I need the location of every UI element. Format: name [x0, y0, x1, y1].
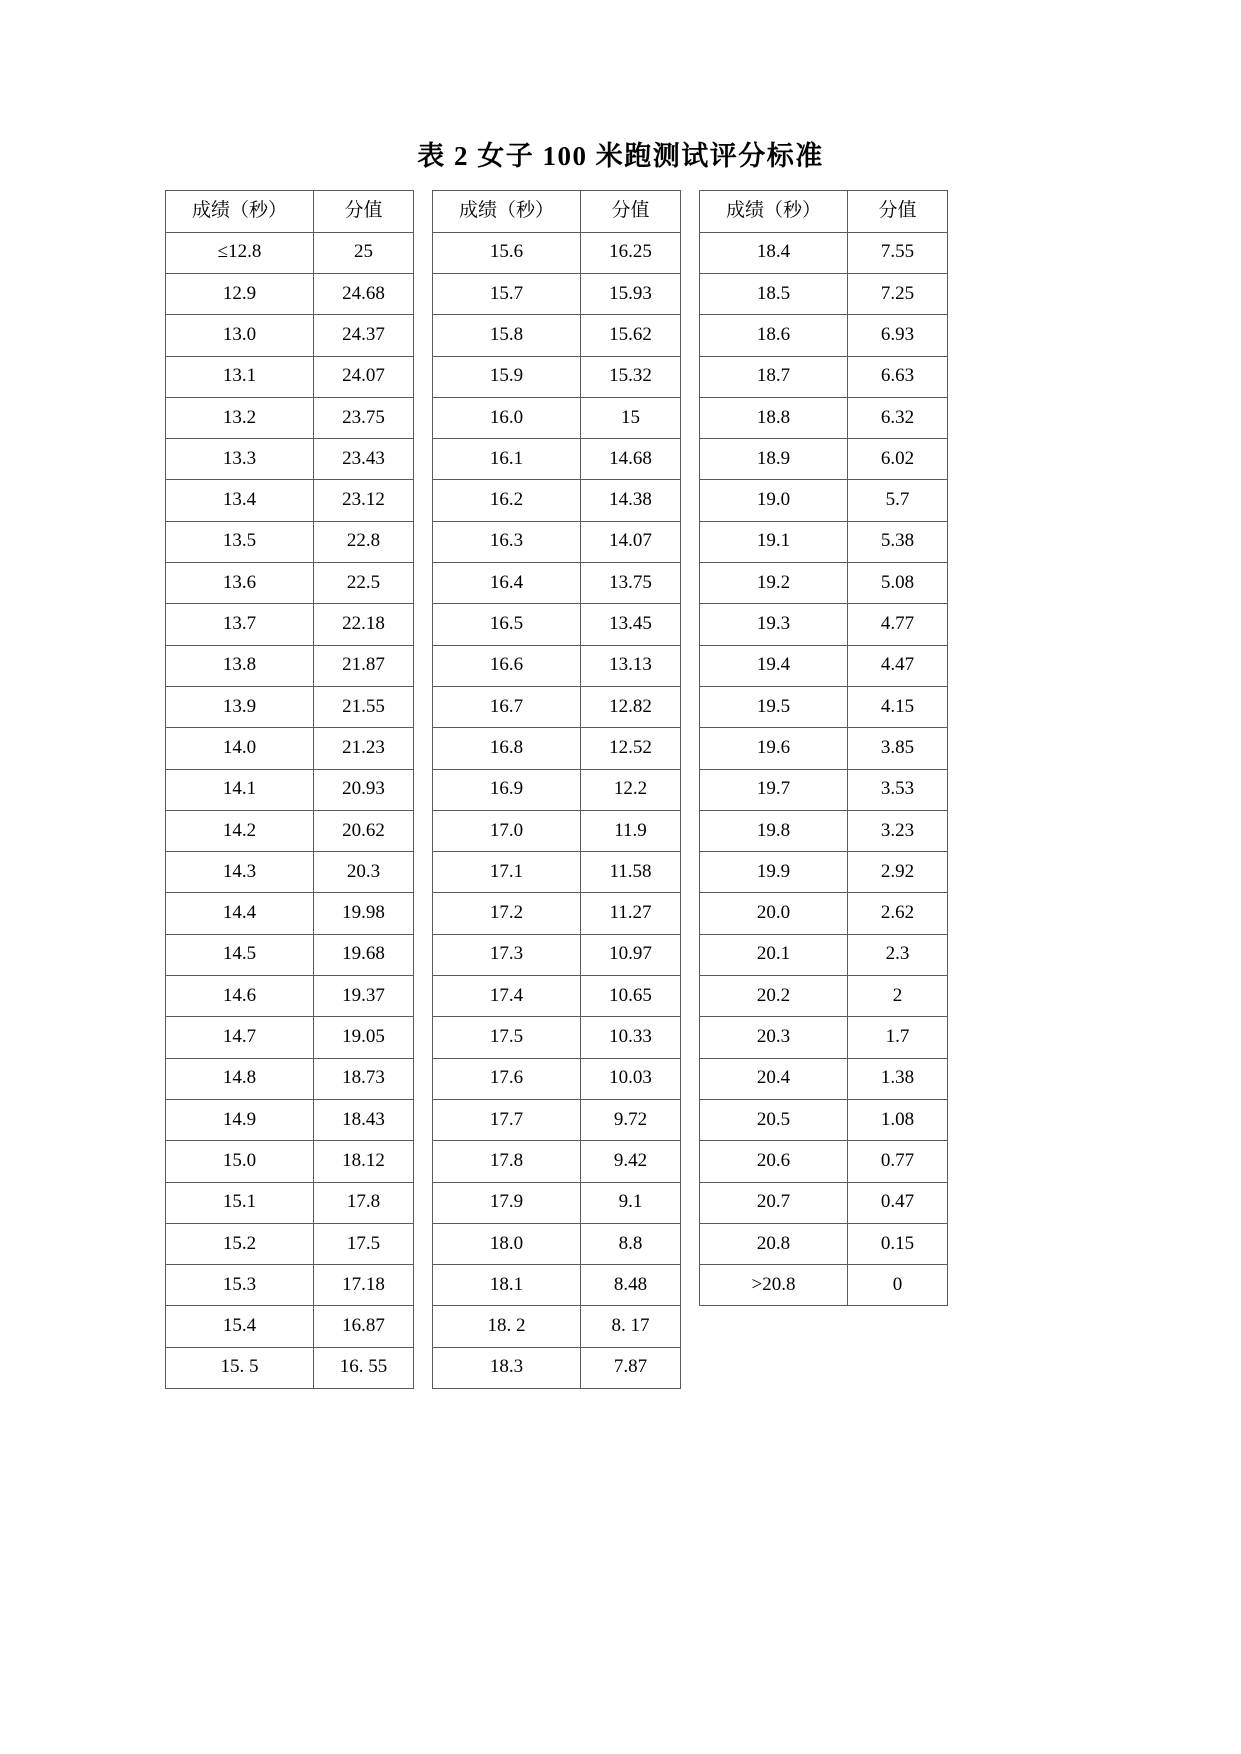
cell-result: 20.5 — [700, 1099, 848, 1140]
table-row — [700, 1223, 948, 1264]
cell-result: 20.1 — [700, 934, 848, 975]
cell-result: 15.2 — [166, 1223, 314, 1264]
score-table-3 — [699, 190, 948, 1306]
table-row — [700, 273, 948, 314]
column-header-result: 成绩（秒） — [166, 191, 314, 232]
cell-result: 14.4 — [166, 893, 314, 934]
table-row — [433, 810, 681, 851]
cell-result: 15.3 — [166, 1265, 314, 1306]
cell-result: 16.6 — [433, 645, 581, 686]
table-row — [700, 356, 948, 397]
cell-score: 9.42 — [581, 1141, 681, 1182]
cell-score: 1.08 — [848, 1099, 948, 1140]
table-row — [433, 728, 681, 769]
table-row — [700, 315, 948, 356]
table-row — [166, 893, 414, 934]
cell-score: 6.63 — [848, 356, 948, 397]
table-row — [166, 1306, 414, 1347]
cell-result: 15.6 — [433, 232, 581, 273]
cell-score: 4.15 — [848, 686, 948, 727]
cell-result: 15.0 — [166, 1141, 314, 1182]
cell-score: 12.2 — [581, 769, 681, 810]
table-row — [700, 1182, 948, 1223]
table-row — [166, 1017, 414, 1058]
score-table-wrapper-2 — [432, 190, 681, 1389]
table-header-row — [166, 191, 414, 232]
table-row — [433, 1058, 681, 1099]
table-row — [700, 893, 948, 934]
table-row — [166, 976, 414, 1017]
cell-score: 15.32 — [581, 356, 681, 397]
table-row — [433, 439, 681, 480]
table-row — [166, 686, 414, 727]
table-row — [700, 645, 948, 686]
cell-result: 17.7 — [433, 1099, 581, 1140]
cell-score: 5.7 — [848, 480, 948, 521]
table-row — [166, 1265, 414, 1306]
cell-score: 12.82 — [581, 686, 681, 727]
cell-score: 8. 17 — [581, 1306, 681, 1347]
cell-result: 16.9 — [433, 769, 581, 810]
table-row — [433, 273, 681, 314]
cell-score: 1.7 — [848, 1017, 948, 1058]
cell-score: 10.03 — [581, 1058, 681, 1099]
cell-result: 16.1 — [433, 439, 581, 480]
cell-result: 18.9 — [700, 439, 848, 480]
cell-result: 19.1 — [700, 521, 848, 562]
table-row — [433, 976, 681, 1017]
cell-score: 21.23 — [314, 728, 414, 769]
cell-result: 13.8 — [166, 645, 314, 686]
cell-score: 10.97 — [581, 934, 681, 975]
cell-result: 19.7 — [700, 769, 848, 810]
table-row — [166, 728, 414, 769]
cell-score: 6.32 — [848, 397, 948, 438]
cell-score: 2.92 — [848, 852, 948, 893]
cell-result: 18.8 — [700, 397, 848, 438]
cell-score: 17.8 — [314, 1182, 414, 1223]
table-row — [433, 563, 681, 604]
table-row — [166, 810, 414, 851]
cell-score: 20.3 — [314, 852, 414, 893]
cell-score: 18.73 — [314, 1058, 414, 1099]
table-row — [700, 1058, 948, 1099]
cell-result: 18.1 — [433, 1265, 581, 1306]
cell-result: 16.7 — [433, 686, 581, 727]
column-header-score: 分值 — [314, 191, 414, 232]
cell-score: 22.18 — [314, 604, 414, 645]
table-row — [166, 852, 414, 893]
cell-score: 2 — [848, 976, 948, 1017]
cell-score: 7.25 — [848, 273, 948, 314]
table-row — [433, 934, 681, 975]
table-row — [166, 769, 414, 810]
table-header-row — [433, 191, 681, 232]
table-row — [433, 893, 681, 934]
cell-result: 17.3 — [433, 934, 581, 975]
cell-result: 15. 5 — [166, 1347, 314, 1388]
table-row — [433, 232, 681, 273]
cell-score: 10.65 — [581, 976, 681, 1017]
table-row — [166, 232, 414, 273]
table-row — [166, 1347, 414, 1388]
cell-score: 15.93 — [581, 273, 681, 314]
table-row — [433, 1017, 681, 1058]
cell-score: 7.87 — [581, 1347, 681, 1388]
cell-result: 17.1 — [433, 852, 581, 893]
table-row — [700, 810, 948, 851]
cell-score: 0 — [848, 1265, 948, 1306]
cell-result: 13.3 — [166, 439, 314, 480]
cell-score: 14.68 — [581, 439, 681, 480]
cell-result: >20.8 — [700, 1265, 848, 1306]
cell-result: 15.4 — [166, 1306, 314, 1347]
cell-result: 13.5 — [166, 521, 314, 562]
cell-score: 15.62 — [581, 315, 681, 356]
cell-result: 16.8 — [433, 728, 581, 769]
cell-result: 13.9 — [166, 686, 314, 727]
cell-result: 18.7 — [700, 356, 848, 397]
table-row — [433, 1347, 681, 1388]
table-row — [166, 273, 414, 314]
cell-result: 20.3 — [700, 1017, 848, 1058]
score-tables-container — [0, 190, 1241, 1389]
cell-result: 19.0 — [700, 480, 848, 521]
table-row — [433, 1099, 681, 1140]
table-body-1 — [166, 232, 414, 1388]
table-row — [433, 604, 681, 645]
cell-score: 3.53 — [848, 769, 948, 810]
cell-score: 24.37 — [314, 315, 414, 356]
table-row — [700, 439, 948, 480]
table-row — [700, 686, 948, 727]
cell-score: 5.08 — [848, 563, 948, 604]
table-row — [166, 1223, 414, 1264]
column-header-score: 分值 — [581, 191, 681, 232]
cell-score: 22.5 — [314, 563, 414, 604]
cell-result: 20.8 — [700, 1223, 848, 1264]
table-row — [700, 728, 948, 769]
cell-score: 23.12 — [314, 480, 414, 521]
cell-result: 18.0 — [433, 1223, 581, 1264]
cell-score: 21.55 — [314, 686, 414, 727]
table-row — [166, 1058, 414, 1099]
cell-score: 16. 55 — [314, 1347, 414, 1388]
table-row — [433, 1182, 681, 1223]
cell-score: 23.75 — [314, 397, 414, 438]
score-table-1 — [165, 190, 414, 1389]
cell-score: 14.38 — [581, 480, 681, 521]
cell-score: 10.33 — [581, 1017, 681, 1058]
table-row — [700, 1017, 948, 1058]
cell-score: 4.47 — [848, 645, 948, 686]
table-row — [700, 232, 948, 273]
cell-score: 19.05 — [314, 1017, 414, 1058]
cell-result: 14.6 — [166, 976, 314, 1017]
cell-score: 20.62 — [314, 810, 414, 851]
table-row — [433, 521, 681, 562]
table-row — [700, 1099, 948, 1140]
cell-result: 14.8 — [166, 1058, 314, 1099]
table-row — [166, 1099, 414, 1140]
table-body-3 — [700, 232, 948, 1306]
cell-result: 14.2 — [166, 810, 314, 851]
table-row — [166, 397, 414, 438]
table-row — [166, 1182, 414, 1223]
table-row — [433, 1223, 681, 1264]
table-row — [166, 480, 414, 521]
cell-score: 24.07 — [314, 356, 414, 397]
cell-result: 19.9 — [700, 852, 848, 893]
cell-score: 12.52 — [581, 728, 681, 769]
table-row — [700, 976, 948, 1017]
cell-result: 13.0 — [166, 315, 314, 356]
cell-score: 17.18 — [314, 1265, 414, 1306]
cell-result: 15.8 — [433, 315, 581, 356]
table-row — [433, 686, 681, 727]
cell-result: 16.4 — [433, 563, 581, 604]
cell-score: 18.12 — [314, 1141, 414, 1182]
table-row — [433, 315, 681, 356]
cell-score: 3.23 — [848, 810, 948, 851]
cell-score: 0.77 — [848, 1141, 948, 1182]
cell-result: 17.6 — [433, 1058, 581, 1099]
table-row — [700, 397, 948, 438]
table-header-row — [700, 191, 948, 232]
table-row — [700, 852, 948, 893]
cell-result: 13.2 — [166, 397, 314, 438]
cell-score: 5.38 — [848, 521, 948, 562]
cell-result: 13.7 — [166, 604, 314, 645]
cell-score: 15 — [581, 397, 681, 438]
cell-result: 14.3 — [166, 852, 314, 893]
table-row — [433, 1265, 681, 1306]
cell-result: 19.3 — [700, 604, 848, 645]
table-row — [166, 934, 414, 975]
cell-result: 19.5 — [700, 686, 848, 727]
cell-score: 18.43 — [314, 1099, 414, 1140]
cell-score: 17.5 — [314, 1223, 414, 1264]
cell-result: 15.7 — [433, 273, 581, 314]
cell-score: 21.87 — [314, 645, 414, 686]
cell-result: 20.2 — [700, 976, 848, 1017]
table-row — [700, 769, 948, 810]
cell-result: 19.6 — [700, 728, 848, 769]
table-row — [700, 521, 948, 562]
cell-score: 9.1 — [581, 1182, 681, 1223]
table-row — [433, 1306, 681, 1347]
cell-result: 18.3 — [433, 1347, 581, 1388]
cell-score: 0.47 — [848, 1182, 948, 1223]
cell-result: 14.0 — [166, 728, 314, 769]
cell-result: 17.5 — [433, 1017, 581, 1058]
cell-result: 18.4 — [700, 232, 848, 273]
cell-result: 16.2 — [433, 480, 581, 521]
column-header-result: 成绩（秒） — [700, 191, 848, 232]
cell-result: 17.0 — [433, 810, 581, 851]
cell-result: 18.5 — [700, 273, 848, 314]
cell-result: 19.4 — [700, 645, 848, 686]
table-row — [433, 1141, 681, 1182]
cell-score: 3.85 — [848, 728, 948, 769]
cell-result: 20.0 — [700, 893, 848, 934]
cell-result: 17.9 — [433, 1182, 581, 1223]
cell-result: 12.9 — [166, 273, 314, 314]
cell-result: 20.4 — [700, 1058, 848, 1099]
cell-result: 19.2 — [700, 563, 848, 604]
table-row — [700, 1141, 948, 1182]
table-row — [166, 356, 414, 397]
cell-score: 9.72 — [581, 1099, 681, 1140]
table-row — [166, 1141, 414, 1182]
cell-score: 24.68 — [314, 273, 414, 314]
table-body-2 — [433, 232, 681, 1388]
table-row — [433, 645, 681, 686]
cell-score: 7.55 — [848, 232, 948, 273]
cell-result: 18.6 — [700, 315, 848, 356]
cell-result: 15.9 — [433, 356, 581, 397]
cell-score: 19.37 — [314, 976, 414, 1017]
score-table-wrapper-3 — [699, 190, 948, 1306]
cell-score: 11.58 — [581, 852, 681, 893]
cell-result: 13.4 — [166, 480, 314, 521]
cell-result: ≤12.8 — [166, 232, 314, 273]
cell-score: 25 — [314, 232, 414, 273]
cell-score: 11.27 — [581, 893, 681, 934]
table-row — [700, 604, 948, 645]
cell-score: 1.38 — [848, 1058, 948, 1099]
table-row — [700, 563, 948, 604]
table-row — [433, 480, 681, 521]
table-row — [433, 356, 681, 397]
cell-result: 17.8 — [433, 1141, 581, 1182]
cell-score: 8.8 — [581, 1223, 681, 1264]
table-row — [433, 397, 681, 438]
cell-result: 17.2 — [433, 893, 581, 934]
score-table-2 — [432, 190, 681, 1389]
cell-score: 16.87 — [314, 1306, 414, 1347]
cell-result: 16.3 — [433, 521, 581, 562]
cell-score: 11.9 — [581, 810, 681, 851]
table-row — [700, 1265, 948, 1306]
score-table-wrapper-1 — [165, 190, 414, 1389]
column-header-score: 分值 — [848, 191, 948, 232]
cell-score: 8.48 — [581, 1265, 681, 1306]
cell-score: 23.43 — [314, 439, 414, 480]
table-row — [166, 521, 414, 562]
cell-score: 22.8 — [314, 521, 414, 562]
cell-score: 20.93 — [314, 769, 414, 810]
cell-score: 16.25 — [581, 232, 681, 273]
cell-score: 2.62 — [848, 893, 948, 934]
cell-score: 13.13 — [581, 645, 681, 686]
cell-result: 15.1 — [166, 1182, 314, 1223]
table-row — [700, 480, 948, 521]
cell-score: 19.68 — [314, 934, 414, 975]
cell-score: 13.45 — [581, 604, 681, 645]
cell-result: 20.7 — [700, 1182, 848, 1223]
cell-score: 0.15 — [848, 1223, 948, 1264]
cell-result: 20.6 — [700, 1141, 848, 1182]
cell-result: 13.6 — [166, 563, 314, 604]
cell-score: 19.98 — [314, 893, 414, 934]
cell-score: 6.93 — [848, 315, 948, 356]
cell-result: 14.1 — [166, 769, 314, 810]
cell-score: 4.77 — [848, 604, 948, 645]
cell-score: 6.02 — [848, 439, 948, 480]
cell-result: 17.4 — [433, 976, 581, 1017]
cell-result: 18. 2 — [433, 1306, 581, 1347]
column-header-result: 成绩（秒） — [433, 191, 581, 232]
table-row — [433, 852, 681, 893]
cell-result: 14.9 — [166, 1099, 314, 1140]
table-row — [700, 934, 948, 975]
table-row — [166, 439, 414, 480]
table-row — [166, 315, 414, 356]
cell-result: 16.0 — [433, 397, 581, 438]
cell-score: 2.3 — [848, 934, 948, 975]
table-row — [166, 645, 414, 686]
cell-result: 16.5 — [433, 604, 581, 645]
cell-result: 19.8 — [700, 810, 848, 851]
table-row — [166, 563, 414, 604]
table-row — [166, 604, 414, 645]
cell-score: 14.07 — [581, 521, 681, 562]
cell-result: 14.5 — [166, 934, 314, 975]
cell-result: 13.1 — [166, 356, 314, 397]
table-row — [433, 769, 681, 810]
cell-result: 14.7 — [166, 1017, 314, 1058]
cell-score: 13.75 — [581, 563, 681, 604]
page-title: 表 2 女子 100 米跑测试评分标准 — [417, 141, 824, 171]
